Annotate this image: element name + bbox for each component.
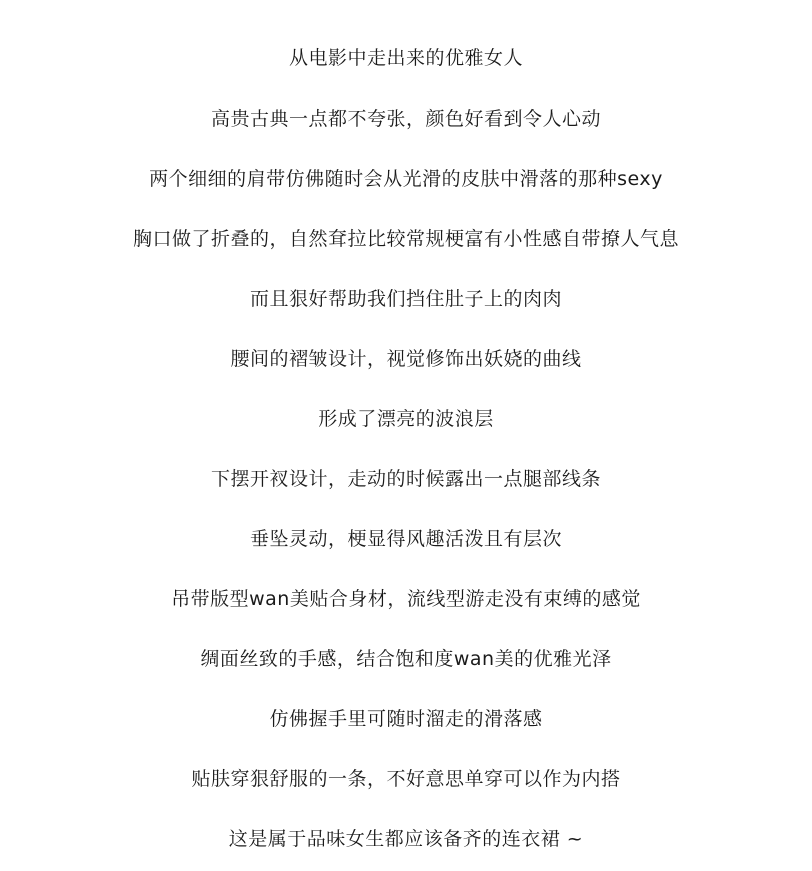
description-line: 而且狠好帮助我们挡住肚子上的肉肉	[249, 288, 562, 310]
description-line: 这是属于品味女生都应该备齐的连衣裙 ~	[228, 828, 584, 850]
description-line: 从电影中走出来的优雅女人	[288, 47, 523, 69]
description-line: 绸面丝致的手感，结合饱和度wan美的优雅光泽	[200, 648, 612, 670]
description-line: 垂坠灵动，梗显得风趣活泼且有层次	[249, 528, 562, 550]
description-line: 胸口做了折叠的，自然耷拉比较常规梗富有小性感自带撩人气息	[132, 228, 679, 250]
description-line: 两个细细的肩带仿佛随时会从光滑的皮肤中滑落的那种sexy	[149, 168, 663, 190]
description-line: 腰间的褶皱设计，视觉修饰出妖娆的曲线	[230, 348, 582, 370]
description-line: 高贵古典一点都不夸张，颜色好看到令人心动	[210, 108, 601, 130]
description-line: 下摆开衩设计，走动的时候露出一点腿部线条	[210, 468, 601, 490]
description-line: 仿佛握手里可随时溜走的滑落感	[269, 708, 543, 730]
description-line: 形成了漂亮的波浪层	[318, 408, 494, 430]
description-line: 吊带版型wan美贴合身材，流线型游走没有束缚的感觉	[171, 588, 641, 610]
description-line: 贴肤穿狠舒服的一条，不好意思单穿可以作为内搭	[191, 768, 621, 790]
